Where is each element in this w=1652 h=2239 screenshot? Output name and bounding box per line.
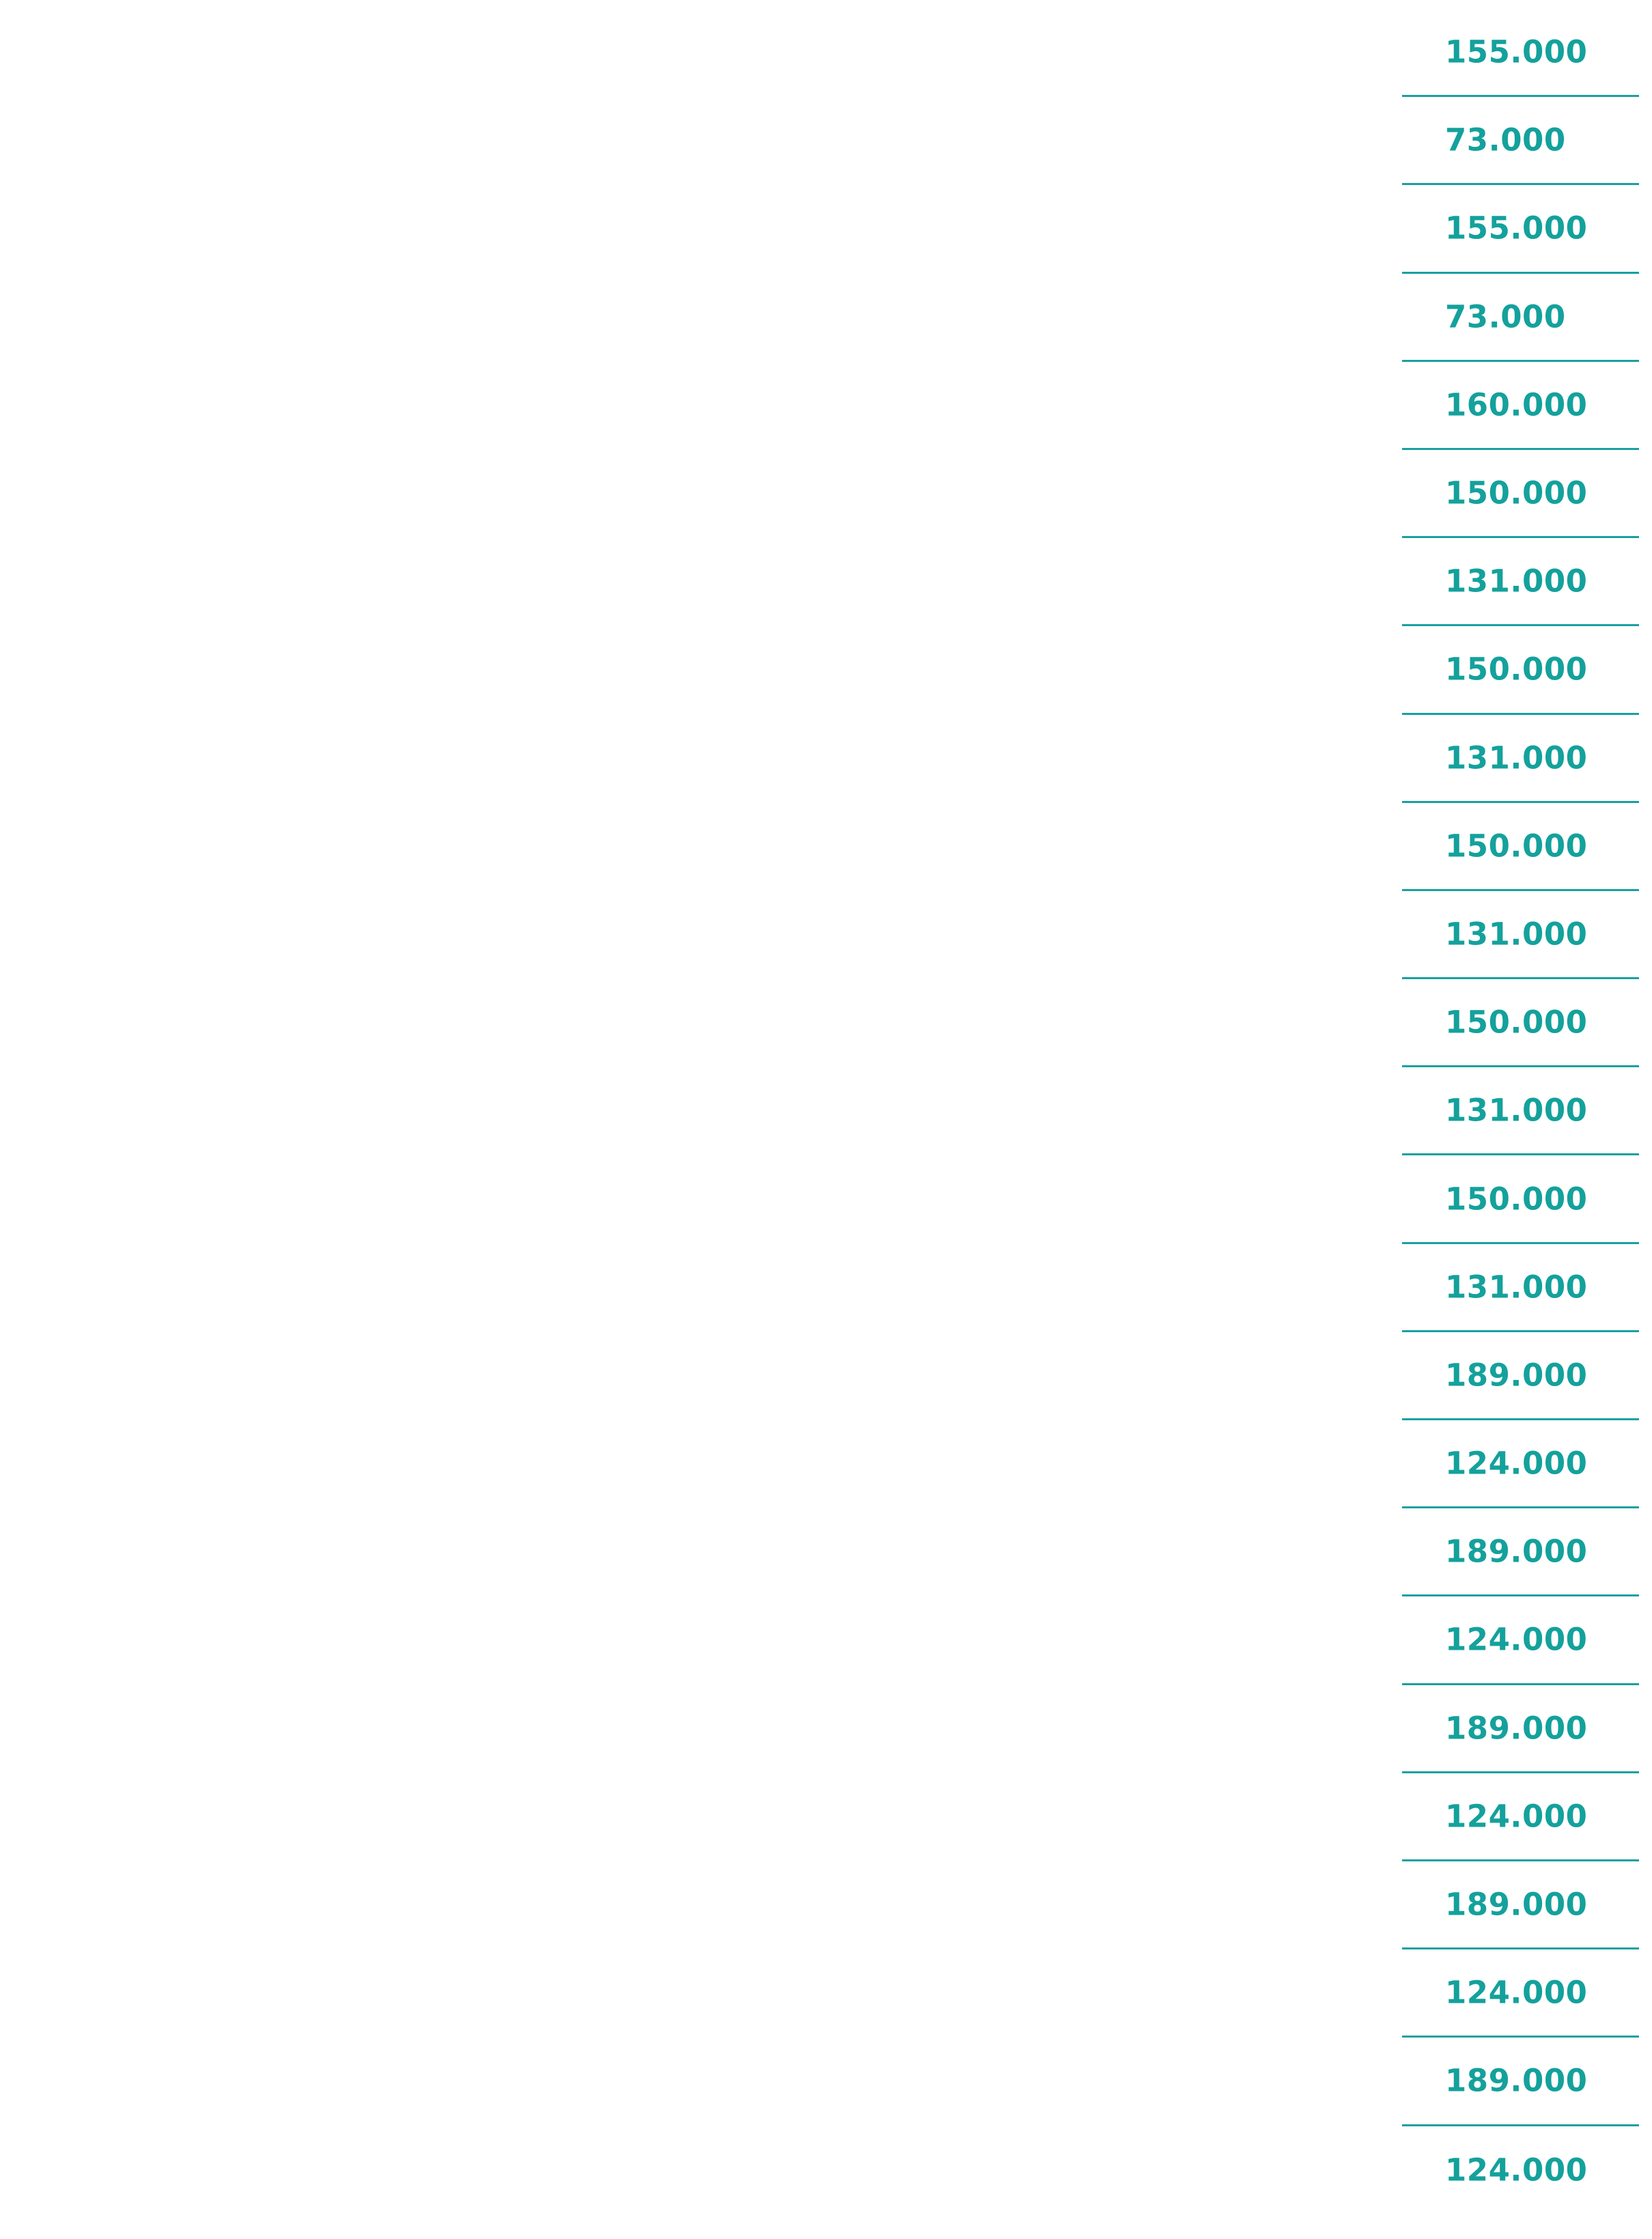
value-row — [1402, 2126, 1639, 2214]
value-text: 150.000 — [1445, 651, 1588, 688]
value-text: 160.000 — [1445, 386, 1588, 423]
value-text: 124.000 — [1445, 2152, 1588, 2188]
value-row — [1402, 1949, 1639, 2038]
value-row — [1402, 450, 1639, 538]
value-text: 155.000 — [1445, 33, 1588, 70]
value-row — [1402, 1596, 1639, 1685]
value-row — [1402, 715, 1639, 803]
value-text: 131.000 — [1445, 1269, 1588, 1306]
value-row — [1402, 362, 1639, 450]
value-text: 150.000 — [1445, 475, 1588, 511]
value-text: 131.000 — [1445, 1092, 1588, 1129]
value-row — [1402, 1244, 1639, 1332]
value-row — [1402, 1508, 1639, 1596]
value-row — [1402, 274, 1639, 362]
value-text: 189.000 — [1445, 2062, 1588, 2099]
value-text: 150.000 — [1445, 828, 1588, 864]
value-row — [1402, 9, 1639, 97]
value-text: 124.000 — [1445, 1974, 1588, 2011]
value-text: 131.000 — [1445, 916, 1588, 953]
value-row — [1402, 1332, 1639, 1420]
value-text: 189.000 — [1445, 1533, 1588, 1570]
value-text: 73.000 — [1445, 298, 1566, 335]
value-text: 124.000 — [1445, 1445, 1588, 1482]
value-row — [1402, 185, 1639, 273]
value-text: 150.000 — [1445, 1181, 1588, 1217]
value-row — [1402, 97, 1639, 185]
value-text: 131.000 — [1445, 563, 1588, 600]
value-row — [1402, 803, 1639, 891]
value-text: 189.000 — [1445, 1357, 1588, 1394]
value-text: 155.000 — [1445, 210, 1588, 247]
value-row — [1402, 1685, 1639, 1773]
value-text: 73.000 — [1445, 122, 1566, 158]
value-row — [1402, 1420, 1639, 1508]
value-text: 131.000 — [1445, 740, 1588, 776]
value-row — [1402, 1155, 1639, 1243]
value-text: 124.000 — [1445, 1621, 1588, 1658]
value-text: 189.000 — [1445, 1886, 1588, 1923]
value-row — [1402, 626, 1639, 714]
value-row — [1402, 1773, 1639, 1861]
value-text: 189.000 — [1445, 1710, 1588, 1747]
value-row — [1402, 979, 1639, 1067]
value-text: 150.000 — [1445, 1004, 1588, 1041]
value-row — [1402, 538, 1639, 626]
value-row — [1402, 1067, 1639, 1155]
value-text: 124.000 — [1445, 1798, 1588, 1835]
value-row — [1402, 891, 1639, 979]
value-row — [1402, 1861, 1639, 1949]
value-row — [1402, 2038, 1639, 2126]
value-list — [1402, 9, 1639, 2214]
